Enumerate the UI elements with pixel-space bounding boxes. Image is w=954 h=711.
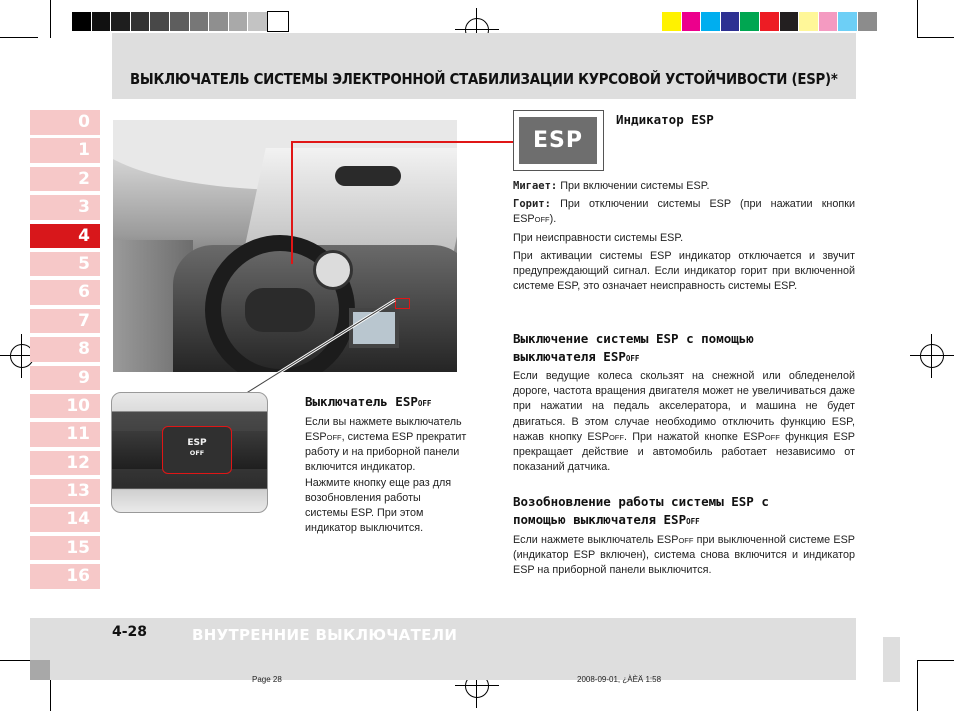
section-name: ВНУТРЕННИЕ ВЫКЛЮЧАТЕЛИ bbox=[192, 626, 458, 644]
esp-malfunction-text: При неисправности системы ESP. bbox=[513, 232, 684, 244]
chapter-tab-14[interactable]: 14 bbox=[30, 507, 100, 532]
chapter-tab-1[interactable]: 1 bbox=[30, 138, 100, 163]
chapter-tab-10[interactable]: 10 bbox=[30, 394, 100, 419]
page-label: Page 28 bbox=[252, 675, 282, 684]
disable-text: Если ведущие колеса скользят на снежной или обледенелой дороге, частота вращения двигателя может не увеличиваться даже при нажатии на педаль акселератора, и машина не будет двигаться. В этом случае необходимо отключить функцию ESP, нажав кнопку ESPOFF. При нажатой кнопке ESPOFF функция ESP прекращает действие и автомобиль работает независимо от показаний датчика. bbox=[513, 370, 855, 474]
chapter-tab-5[interactable]: 5 bbox=[30, 252, 100, 277]
chapter-tab-0[interactable]: 0 bbox=[30, 110, 100, 135]
esp-switch-paragraph-1: Если вы нажмете выключатель ESPOFF, система ESP прекратит работу и на приборной панели включится индикатор. bbox=[305, 416, 467, 473]
chapter-tab-16[interactable]: 16 bbox=[30, 564, 100, 589]
esp-activation-text: При активации системы ESP индикатор отключается и звучит предупреждающий сигнал. Если индикатор горит при включенной системе ESP, это означает неисправность системы ESP. bbox=[513, 250, 855, 293]
chapter-tab-6[interactable]: 6 bbox=[30, 280, 100, 305]
print-timestamp: 2008-09-01, ¿ÀÈÄ 1:58 bbox=[577, 675, 662, 684]
esp-indicator-heading: Индикатор ESP bbox=[616, 112, 714, 127]
chapter-tab-12[interactable]: 12 bbox=[30, 451, 100, 476]
esp-switch-heading: Выключатель ESPOFF bbox=[305, 394, 432, 409]
esp-switch-paragraph-2: Нажмите кнопку еще раз для возобновления работы системы ESP. При этом индикатор выключится. bbox=[305, 477, 452, 534]
esp-blinks-text: Мигает: При включении системы ESP. bbox=[513, 180, 710, 192]
footer-block bbox=[30, 660, 50, 680]
chapter-tab-13[interactable]: 13 bbox=[30, 479, 100, 504]
esp-switch-closeup bbox=[111, 392, 268, 513]
resume-heading: Возобновление работы системы ESP с помощью выключателя ESPOFF bbox=[513, 494, 769, 527]
page-number: 4-28 bbox=[112, 624, 148, 640]
esp-indicator-icon: ESP bbox=[513, 110, 604, 171]
chapter-tab-11[interactable]: 11 bbox=[30, 422, 100, 447]
resume-text: Если нажмете выключатель ESPOFF при выключенной системе ESP (индикатор ESP включен), система снова включится и индикатор ESP на приборной панели выключится. bbox=[513, 534, 855, 577]
page-title: ВЫКЛЮЧАТЕЛЬ СИСТЕМЫ ЭЛЕКТРОННОЙ СТАБИЛИЗАЦИИ КУРСОВОЙ УСТОЙЧИВОСТИ (ESP)* bbox=[130, 70, 838, 88]
chapter-tab-4[interactable]: 4 bbox=[30, 224, 100, 249]
chapter-tab-7[interactable]: 7 bbox=[30, 309, 100, 334]
disable-heading: Выключение системы ESP с помощью выключателя ESPOFF bbox=[513, 331, 754, 364]
esp-lit-text: Горит: При отключении системы ESP (при нажатии кнопки ESPOFF). bbox=[513, 198, 855, 226]
chapter-tab-8[interactable]: 8 bbox=[30, 337, 100, 362]
chapter-tab-2[interactable]: 2 bbox=[30, 167, 100, 192]
chapter-tab-3[interactable]: 3 bbox=[30, 195, 100, 220]
chapter-tab-9[interactable]: 9 bbox=[30, 366, 100, 391]
chapter-tab-15[interactable]: 15 bbox=[30, 536, 100, 561]
esp-off-button: ESP OFF bbox=[162, 426, 232, 474]
footer-block bbox=[883, 637, 900, 682]
